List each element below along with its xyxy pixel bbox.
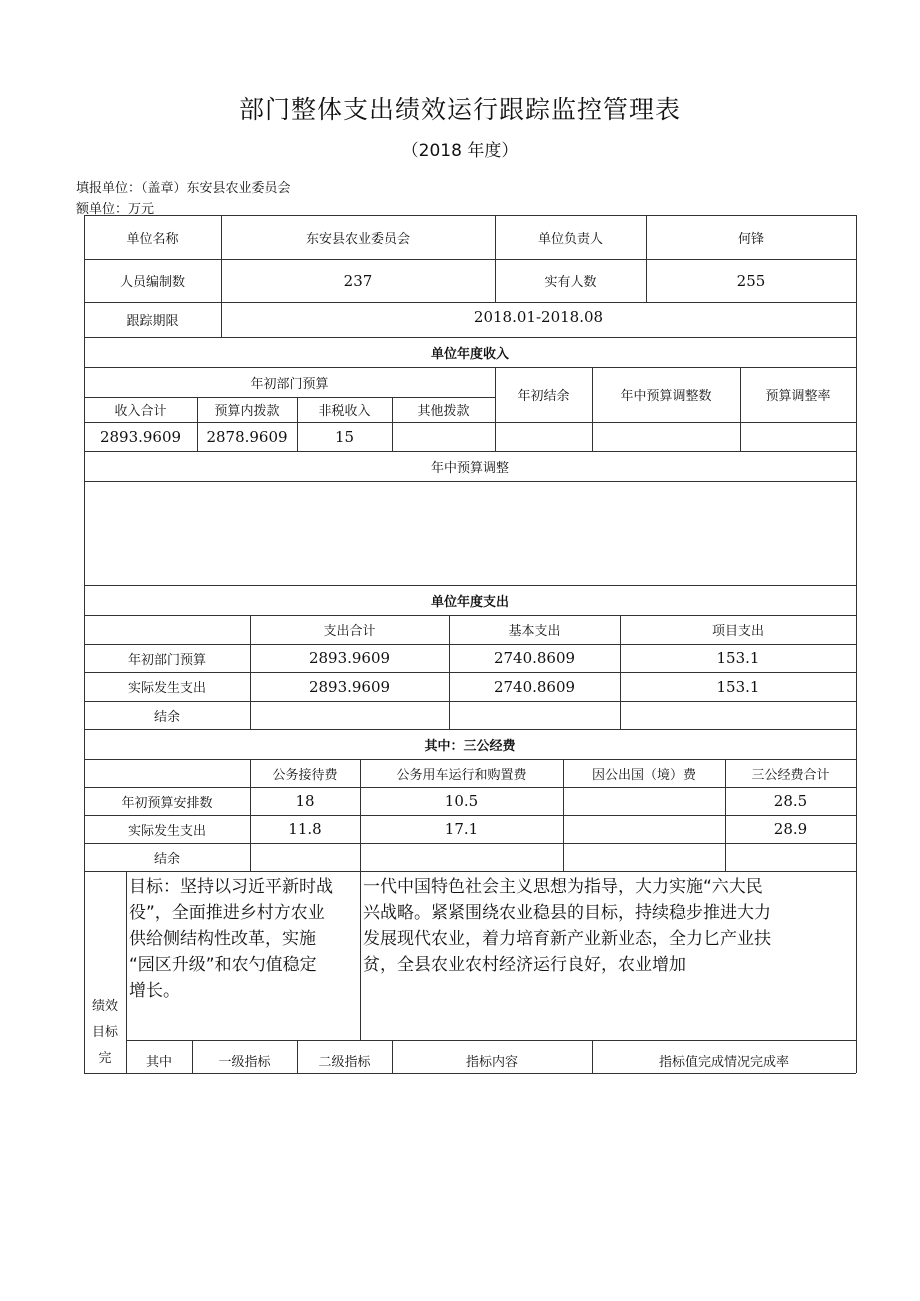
three-public-col-total: 三公经费合计 [751, 767, 830, 783]
performance-left-text: 目标：坚持以习近平新时战 役”，全面推进乡村方农业 供给侧结构性改革，实施 “园区升级”和农勺值稳定 增长。 [129, 877, 333, 1001]
income-col-nontax: 非税收入 [318, 404, 371, 419]
performance-col-content: 指标内容 [465, 1055, 518, 1070]
actual-staff-label: 实有人数 [544, 275, 597, 290]
staff-quota-label: 人员编制数 [119, 275, 185, 290]
expense-row-total: 2893.9609 [308, 677, 391, 696]
staff-quota-value: 237 [343, 271, 373, 290]
three-public-row-vehicle: 10.5 [444, 792, 479, 810]
unit-name-value: 东安县农业委员会 [305, 231, 410, 247]
income-section-title: 单位年度收入 [430, 346, 509, 362]
fill-unit-text: 填报单位：（盖章）东安县农业委员会 [76, 181, 291, 196]
expense-row-total: 2893.9609 [308, 649, 391, 667]
income-adjust-title: 年中预算调整 [430, 460, 509, 476]
period-label: 跟踪期限 [126, 314, 179, 329]
actual-staff-value: 255 [736, 271, 766, 290]
three-public-row-total: 28.5 [773, 792, 808, 810]
three-public-col-abroad: 因公出国（境）费 [591, 767, 696, 783]
amount-unit-text: 额单位：万元 [76, 202, 155, 217]
three-public-row-label: 年初预算安排数 [121, 795, 213, 811]
expense-row-label: 结余 [153, 709, 180, 725]
income-budget-header: 年初部门预算 [250, 376, 329, 392]
performance-col-completion: 指标值完成情况完成率 [658, 1055, 789, 1070]
performance-col-level1: 一级指标 [218, 1055, 271, 1070]
three-public-row-reception: 18 [295, 792, 315, 810]
expense-col-total: 支出合计 [323, 624, 376, 639]
performance-side-label: 绩效 目标 完 [91, 999, 118, 1066]
unit-name-label: 单位名称 [126, 231, 179, 247]
income-col-adjust-rate: 预算调整率 [765, 389, 831, 404]
three-public-row-reception: 11.8 [288, 820, 322, 838]
expense-section-title: 单位年度支出 [430, 594, 509, 610]
three-public-row-total: 28.9 [773, 820, 808, 838]
three-public-section-title: 其中：三公经费 [424, 738, 516, 754]
income-col-adjust: 年中预算调整数 [620, 389, 712, 404]
income-col-total: 收入合计 [114, 404, 167, 419]
three-public-col-vehicle: 公务用车运行和购置费 [396, 767, 527, 783]
expense-col-project: 项目支出 [711, 624, 764, 639]
expense-row-basic: 2740.8609 [493, 649, 576, 667]
expense-row-label: 实际发生支出 [127, 681, 206, 696]
page-subtitle: （2018 年度） [401, 141, 519, 161]
income-col-in-budget: 预算内拨款 [214, 404, 280, 419]
three-public-row-vehicle: 17.1 [444, 820, 479, 838]
three-public-row-label: 结余 [153, 851, 180, 867]
period-value: 2018.01-2018.08 [473, 308, 604, 326]
three-public-col-reception: 公务接待费 [272, 767, 338, 783]
expense-row-label: 年初部门预算 [127, 652, 206, 668]
performance-right-text: 一代中国特色社会主义思想为指导，大力实施“六大民 兴战略。紧紧围绕农业稳县的目标，持续稳步推进大力 发展现代农业，着力培育新产业新业态，全力匕产业扶 贫，全县农业农村经济运行良好，农业增加 [363, 877, 771, 975]
income-total-value: 2893.9609 [99, 427, 182, 446]
page-title: 部门整体支出绩效运行跟踪监控管理表 [238, 95, 681, 124]
performance-col-among: 其中 [145, 1055, 172, 1070]
performance-col-level2: 二级指标 [318, 1055, 371, 1070]
leader-value: 何锋 [737, 231, 764, 247]
expense-row-project: 153.1 [716, 649, 760, 667]
income-in-budget-value: 2878.9609 [206, 427, 288, 446]
income-nontax-value: 15 [334, 427, 355, 446]
income-col-carryover: 年初结余 [517, 389, 570, 404]
expense-row-basic: 2740.8609 [493, 677, 576, 696]
three-public-row-label: 实际发生支出 [127, 823, 206, 839]
expense-row-project: 153.1 [716, 677, 760, 696]
expense-col-basic: 基本支出 [508, 624, 561, 639]
leader-label: 单位负责人 [537, 231, 603, 247]
income-col-other: 其他拨款 [417, 404, 470, 419]
